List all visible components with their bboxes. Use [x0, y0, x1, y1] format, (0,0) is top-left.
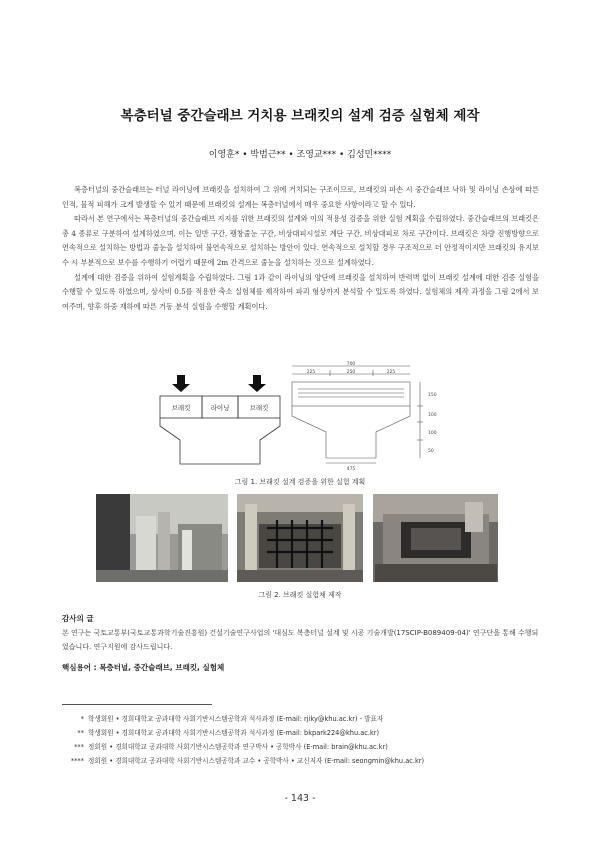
footnote-text: 학생회원 • 경희대학교 공과대학 사회기반시스템공학과 석사과정 (E-mail: rjiky@khu.ac.kr) - 발표자	[88, 715, 384, 723]
footnote	[62, 713, 532, 723]
dimension-drawing	[292, 366, 423, 463]
dim-right: 225	[386, 370, 396, 375]
lining-outline	[160, 418, 280, 464]
acknowledgement-text: 본 연구는 국토교통부(국토교통과학기술진흥원) 건설기술연구사업의 '대심도 복층터널 설계 및 시공 기술개발(17SCIP-B089409-04)' 연구단을 통해 수행되었습니다. 연구지원에 감사드립니다.	[62, 629, 539, 651]
footnote	[62, 755, 532, 765]
specimen-photo-2	[237, 494, 363, 582]
footnote-mark: *	[80, 715, 84, 723]
load-arrow-left	[172, 375, 190, 392]
dim-center: 250	[346, 370, 356, 375]
figure-2-caption: 그림 2. 브래킷 실험체 제작	[258, 591, 342, 599]
dim-side-2: 100	[428, 413, 437, 418]
acknowledgement-heading: 감사의 글	[62, 614, 94, 623]
label-bracket-right: 브래킷	[249, 404, 269, 412]
footnote-text: 정회원 • 경희대학교 공과대학 사회기반시스템공학과 교수 • 공학박사 • 교신저자 (E-mail: seongmin@khu.ac.kr)	[88, 757, 425, 765]
paper-title: 복층터널 중간슬래브 거치용 브래킷의 설계 검증 실험체 제작	[120, 108, 480, 124]
paragraph: 복층터널의 중간슬래브는 터널 라이닝에 브래킷을 설치하여 그 위에 거치되는 구조이므로, 브래킷의 파손 시 중간슬래브 낙하 및 라이닝 손상에 따른 인적, 물적 피해가 크게 발생할 수 있기 때문에 브래킷의 설계는 복층터널에서 매우 중요한 사항이라고 할 수 있다.	[62, 185, 539, 209]
body-text	[62, 183, 539, 314]
label-bracket-left: 브래킷	[171, 404, 191, 412]
paragraph: 따라서 본 연구에서는 복층터널의 중간슬래브 지지를 위한 브래킷의 설계와 이의 적용성 검증을 위한 실험 계획을 수립하였다. 중간슬래브의 브래킷은 총 4 종류로 구분하여 설계하였으며, 이는 일반 구간, 팽창줄눈 구간, 비상대피시설로 계단 구간, 비상대피로 차로 구간이다. 브래킷은 차량 진행방향으로 연속적으로 설치하는 방법과 줄눈을 설치하여 불연속적으로 설치하는 방안이 있다. 연속적으로 설치할 경우 구조적으로 더 안정적이지만 브래킷의 유지보수 시 부분적으로 보수를 수행하기 어렵기 때문에 2m 간격으로 줄눈을 설치하는 것으로 설계하였다.	[62, 214, 539, 267]
figure-1-caption: 그림 1. 브래킷 설계 검증을 위한 실험 계획	[234, 478, 366, 486]
footnote-divider	[62, 704, 212, 705]
figure-1-drawing	[130, 360, 480, 472]
footnote-mark: ***	[74, 743, 84, 751]
dim-side-4: 50	[428, 449, 434, 454]
dim-total: 700	[346, 362, 356, 367]
dim-side-3: 100	[428, 431, 437, 436]
footnote-text: 정회원 • 경희대학교 공과대학 사회기반시스템공학과 연구박사 • 공학박사 (E-mail: brain@khu.ac.kr)	[88, 743, 388, 751]
dim-bottom: 475	[346, 467, 356, 472]
load-arrow-right	[248, 375, 266, 392]
footnote-mark: ****	[70, 757, 84, 765]
paragraph: 설계에 대한 검증을 위하여 실험계획을 수립하였다. 그림 1과 같이 라이닝의 양단에 브래킷을 설치하여 반력벽 없이 브래킷 설계에 대한 검증 실험을 수행할 수 있도록 하였으며, 상사비 0.5를 적용한 축소 실험체를 제작하여 파괴 형상까지 분석할 수 있도록 하였다. 실험체의 제작 과정을 그림 2에서 보여주며, 향후 하중 재하에 따른 거동 분석 실험을 수행할 계획이다.	[62, 272, 539, 311]
specimen-photo-3	[373, 494, 498, 582]
footnote-text: 학생회원 • 경희대학교 공과대학 사회기반시스템공학과 석사과정 (E-mail: bkpark224@khu.ac.kr)	[88, 729, 380, 737]
dim-side-1: 150	[428, 393, 437, 398]
label-lining: 라이닝	[210, 404, 230, 412]
keywords: 핵심용어 : 복층터널, 중간슬래브, 브래킷, 실험체	[62, 663, 225, 672]
footnote	[62, 741, 532, 751]
load-arrows	[172, 375, 266, 392]
footnote	[62, 727, 532, 737]
specimen-photo-1	[96, 494, 228, 582]
dim-left: 225	[306, 370, 316, 375]
author-list: 이영훈* • 박범근** • 조영교*** • 김성민****	[208, 150, 392, 160]
footnote-mark: **	[77, 729, 84, 737]
page-number: - 143 -	[284, 793, 316, 804]
